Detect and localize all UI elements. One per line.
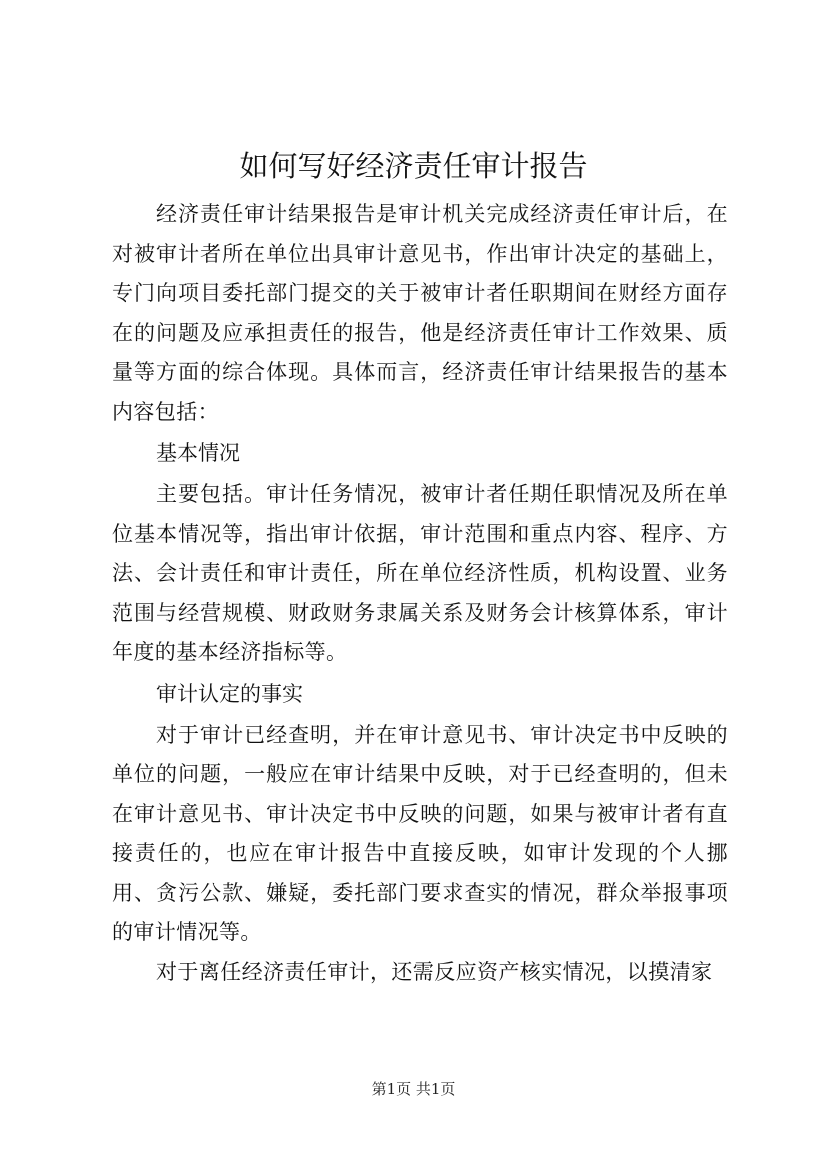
page-number-footer: 第1页 共1页 (371, 1080, 456, 1098)
section-heading-basic-info: 基本情况 (156, 441, 240, 465)
paragraph-departure-audit: 对于离任经济责任审计，还需反应资产核实情况，以摸清家 (156, 959, 713, 984)
section-heading-audit-facts: 审计认定的事实 (156, 681, 303, 706)
paragraph-intro: 经济责任审计结果报告是审计机关完成经济责任审计后，在对被审计者所在单位出具审计意见书，作出审计决定的基础上，专门向项目委托部门提交的关于被审计者任职期间在财经方面存在的问题及应承担责任的报告，他是经济责任审计工作效果、质量等方面的综合体现。具体而言，经济责任审计结果报告的基本内容包括： (112, 202, 728, 424)
document-body (112, 195, 728, 992)
paragraph-audit-facts: 对于审计已经查明，并在审计意见书、审计决定书中反映的单位的问题，一般应在审计结果中反映，对于已经查明的，但未在审计意见书、审计决定书中反映的问题，如果与被审计者有直接责任的，也应在审计报告中直接反映，如审计发现的个人挪用、贪污公款、嫌疑，委托部门要求查实的情况，群众举报事项的审计情况等。 (112, 722, 728, 944)
paragraph-basic-info: 主要包括。审计任务情况，被审计者任期任职情况及所在单位基本情况等，指出审计依据，审计范围和重点内容、程序、方法、会计责任和审计责任，所在单位经济性质，机构设置、业务范围与经营规模、财政财务隶属关系及财务会计核算体系，审计年度的基本经济指标等。 (112, 482, 728, 664)
document-title: 如何写好经济责任审计报告 (239, 149, 588, 183)
